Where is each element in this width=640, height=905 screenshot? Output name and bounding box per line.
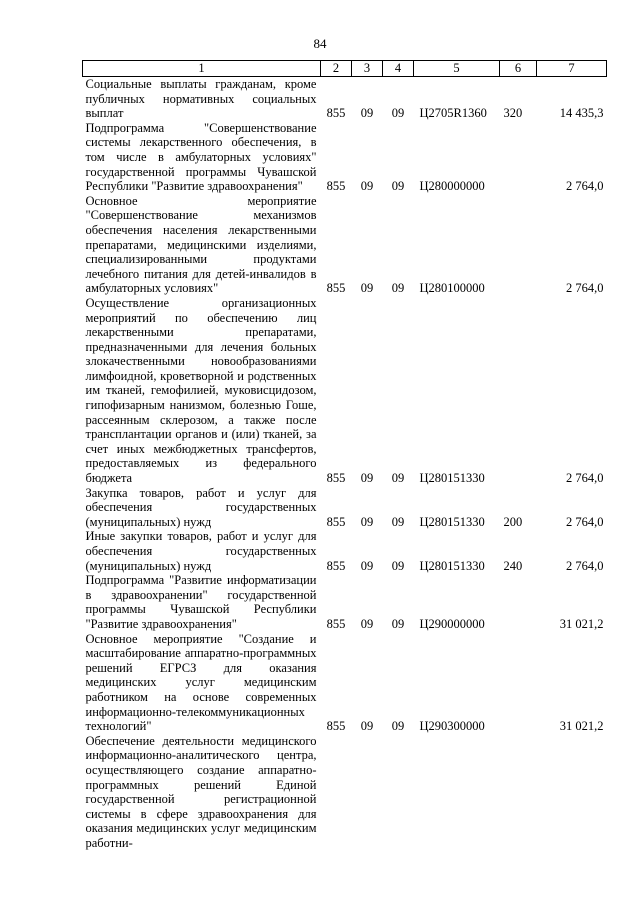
row-name: Социальные выплаты гражданам, кроме публичных нормативных социальных выплат <box>85 77 317 121</box>
row-sum: 2 764,0 <box>566 281 604 296</box>
row-rz: 09 <box>360 719 374 734</box>
row-sum: 31 021,2 <box>559 616 604 631</box>
row-vr <box>500 632 537 734</box>
row-csr: Ц290000000 <box>419 616 485 631</box>
row-pr: 09 <box>391 558 405 573</box>
header-col-2: 2 <box>321 61 352 77</box>
row-pr: 09 <box>391 106 405 121</box>
row-sum: 14 435,3 <box>559 106 604 121</box>
row-csr: Ц2705R1360 <box>419 106 487 121</box>
row-name: Основное мероприятие "Совершенствование механизмов обеспечения населения лекарственными препаратами, медицинскими изделиями, специализированными продуктами лечебного питания для детей-инвалидов в амбулаторных условиях" <box>85 193 317 296</box>
header-row <box>83 61 607 77</box>
row-pr: 09 <box>391 514 405 529</box>
row-vr <box>500 121 537 194</box>
row-csr: Ц290300000 <box>419 719 485 734</box>
row-pr: 09 <box>391 179 405 194</box>
row-csr: Ц280100000 <box>419 281 485 296</box>
row-vr <box>500 573 537 631</box>
row-csr: Ц280151330 <box>419 558 485 573</box>
row-pr <box>383 734 414 851</box>
row-ved <box>321 734 352 851</box>
header-col-5: 5 <box>414 61 500 77</box>
row-vr <box>500 194 537 296</box>
row-pr: 09 <box>391 471 405 486</box>
row-name: Подпрограмма "Совершенствование системы лекарственного обеспечения, в том числе в амбулаторных условиях" государственной программы Чувашской Республики "Развитие здравоохранения" <box>85 120 317 194</box>
row-pr: 09 <box>391 616 405 631</box>
row-rz <box>352 734 383 851</box>
row-sum <box>537 734 607 851</box>
table-row <box>83 734 607 851</box>
row-name: Осуществление организационных мероприятий по обеспечению лиц лекарственными препаратами, предназначенными для лечения больных злокачественными новообразованиями лимфоидной, кроветворной и родственных им тканей, гемофилией, муковисцидозом, гипофизарным нанизмом, болезнью Гоше, рассеянным склерозом, а также после трансплантации органов и (или) тканей, за счет иных межбюджетных трансфертов, предоставляемых из федерального бюджета <box>85 295 317 486</box>
row-rz: 09 <box>360 558 374 573</box>
row-vr: 320 <box>503 106 523 121</box>
header-col-1: 1 <box>83 61 321 77</box>
row-vr: 240 <box>503 558 523 573</box>
row-sum: 31 021,2 <box>559 719 604 734</box>
table-row <box>83 486 607 530</box>
table-row <box>83 573 607 631</box>
row-name: Подпрограмма "Развитие информатизации в здравоохранении" государственной программы Чувашской Республики "Развитие здравоохранения" <box>85 573 317 631</box>
header-col-4: 4 <box>383 61 414 77</box>
row-rz: 09 <box>360 514 374 529</box>
table-row <box>83 77 607 121</box>
row-sum: 2 764,0 <box>566 471 604 486</box>
row-sum: 2 764,0 <box>566 514 604 529</box>
row-ved: 855 <box>326 106 346 121</box>
row-ved: 855 <box>326 558 346 573</box>
table-row <box>83 194 607 296</box>
header-col-6: 6 <box>500 61 537 77</box>
table-header <box>83 61 607 77</box>
row-name: Закупка товаров, работ и услуг для обеспечения государственных (муниципальных) нужд <box>85 485 317 529</box>
row-vr <box>500 734 537 851</box>
row-ved: 855 <box>326 179 346 194</box>
row-name: Обеспечение деятельности медицинского информационно-аналитического центра, осуществляющего создание аппаратно-программных решений Единой государственной регистрационной системы в сфере здравоохранения для оказания медицинских услуг медицинским работни- <box>85 733 317 850</box>
row-rz: 09 <box>360 616 374 631</box>
row-pr: 09 <box>391 281 405 296</box>
row-rz: 09 <box>360 179 374 194</box>
budget-table <box>82 60 607 850</box>
row-ved: 855 <box>326 719 346 734</box>
header-col-3: 3 <box>352 61 383 77</box>
row-ved: 855 <box>326 281 346 296</box>
row-csr: Ц280000000 <box>419 179 485 194</box>
row-sum: 2 764,0 <box>566 558 604 573</box>
table-body <box>83 77 607 851</box>
row-vr <box>500 296 537 486</box>
row-name: Основное мероприятие "Создание и масштабирование аппаратно-программных решений ЕГРСЗ для оказания медицинских услуг медицинским работником на основе современных информационно-телекоммуникационных технологий" <box>85 631 317 734</box>
row-pr: 09 <box>391 719 405 734</box>
table-row <box>83 121 607 194</box>
row-ved: 855 <box>326 471 346 486</box>
table-row <box>83 529 607 573</box>
row-ved: 855 <box>326 616 346 631</box>
row-ved: 855 <box>326 514 346 529</box>
row-rz: 09 <box>360 281 374 296</box>
row-csr: Ц280151330 <box>419 471 485 486</box>
row-csr: Ц280151330 <box>419 514 485 529</box>
row-csr <box>414 734 500 851</box>
row-vr: 200 <box>503 514 523 529</box>
page-number: 84 <box>313 36 327 51</box>
row-sum: 2 764,0 <box>566 179 604 194</box>
row-rz: 09 <box>360 471 374 486</box>
row-rz: 09 <box>360 106 374 121</box>
table-row <box>83 632 607 734</box>
header-col-7: 7 <box>537 61 607 77</box>
row-name: Иные закупки товаров, работ и услуг для обеспечения государственных (муниципальных) нужд <box>85 529 317 573</box>
table-row <box>83 296 607 486</box>
